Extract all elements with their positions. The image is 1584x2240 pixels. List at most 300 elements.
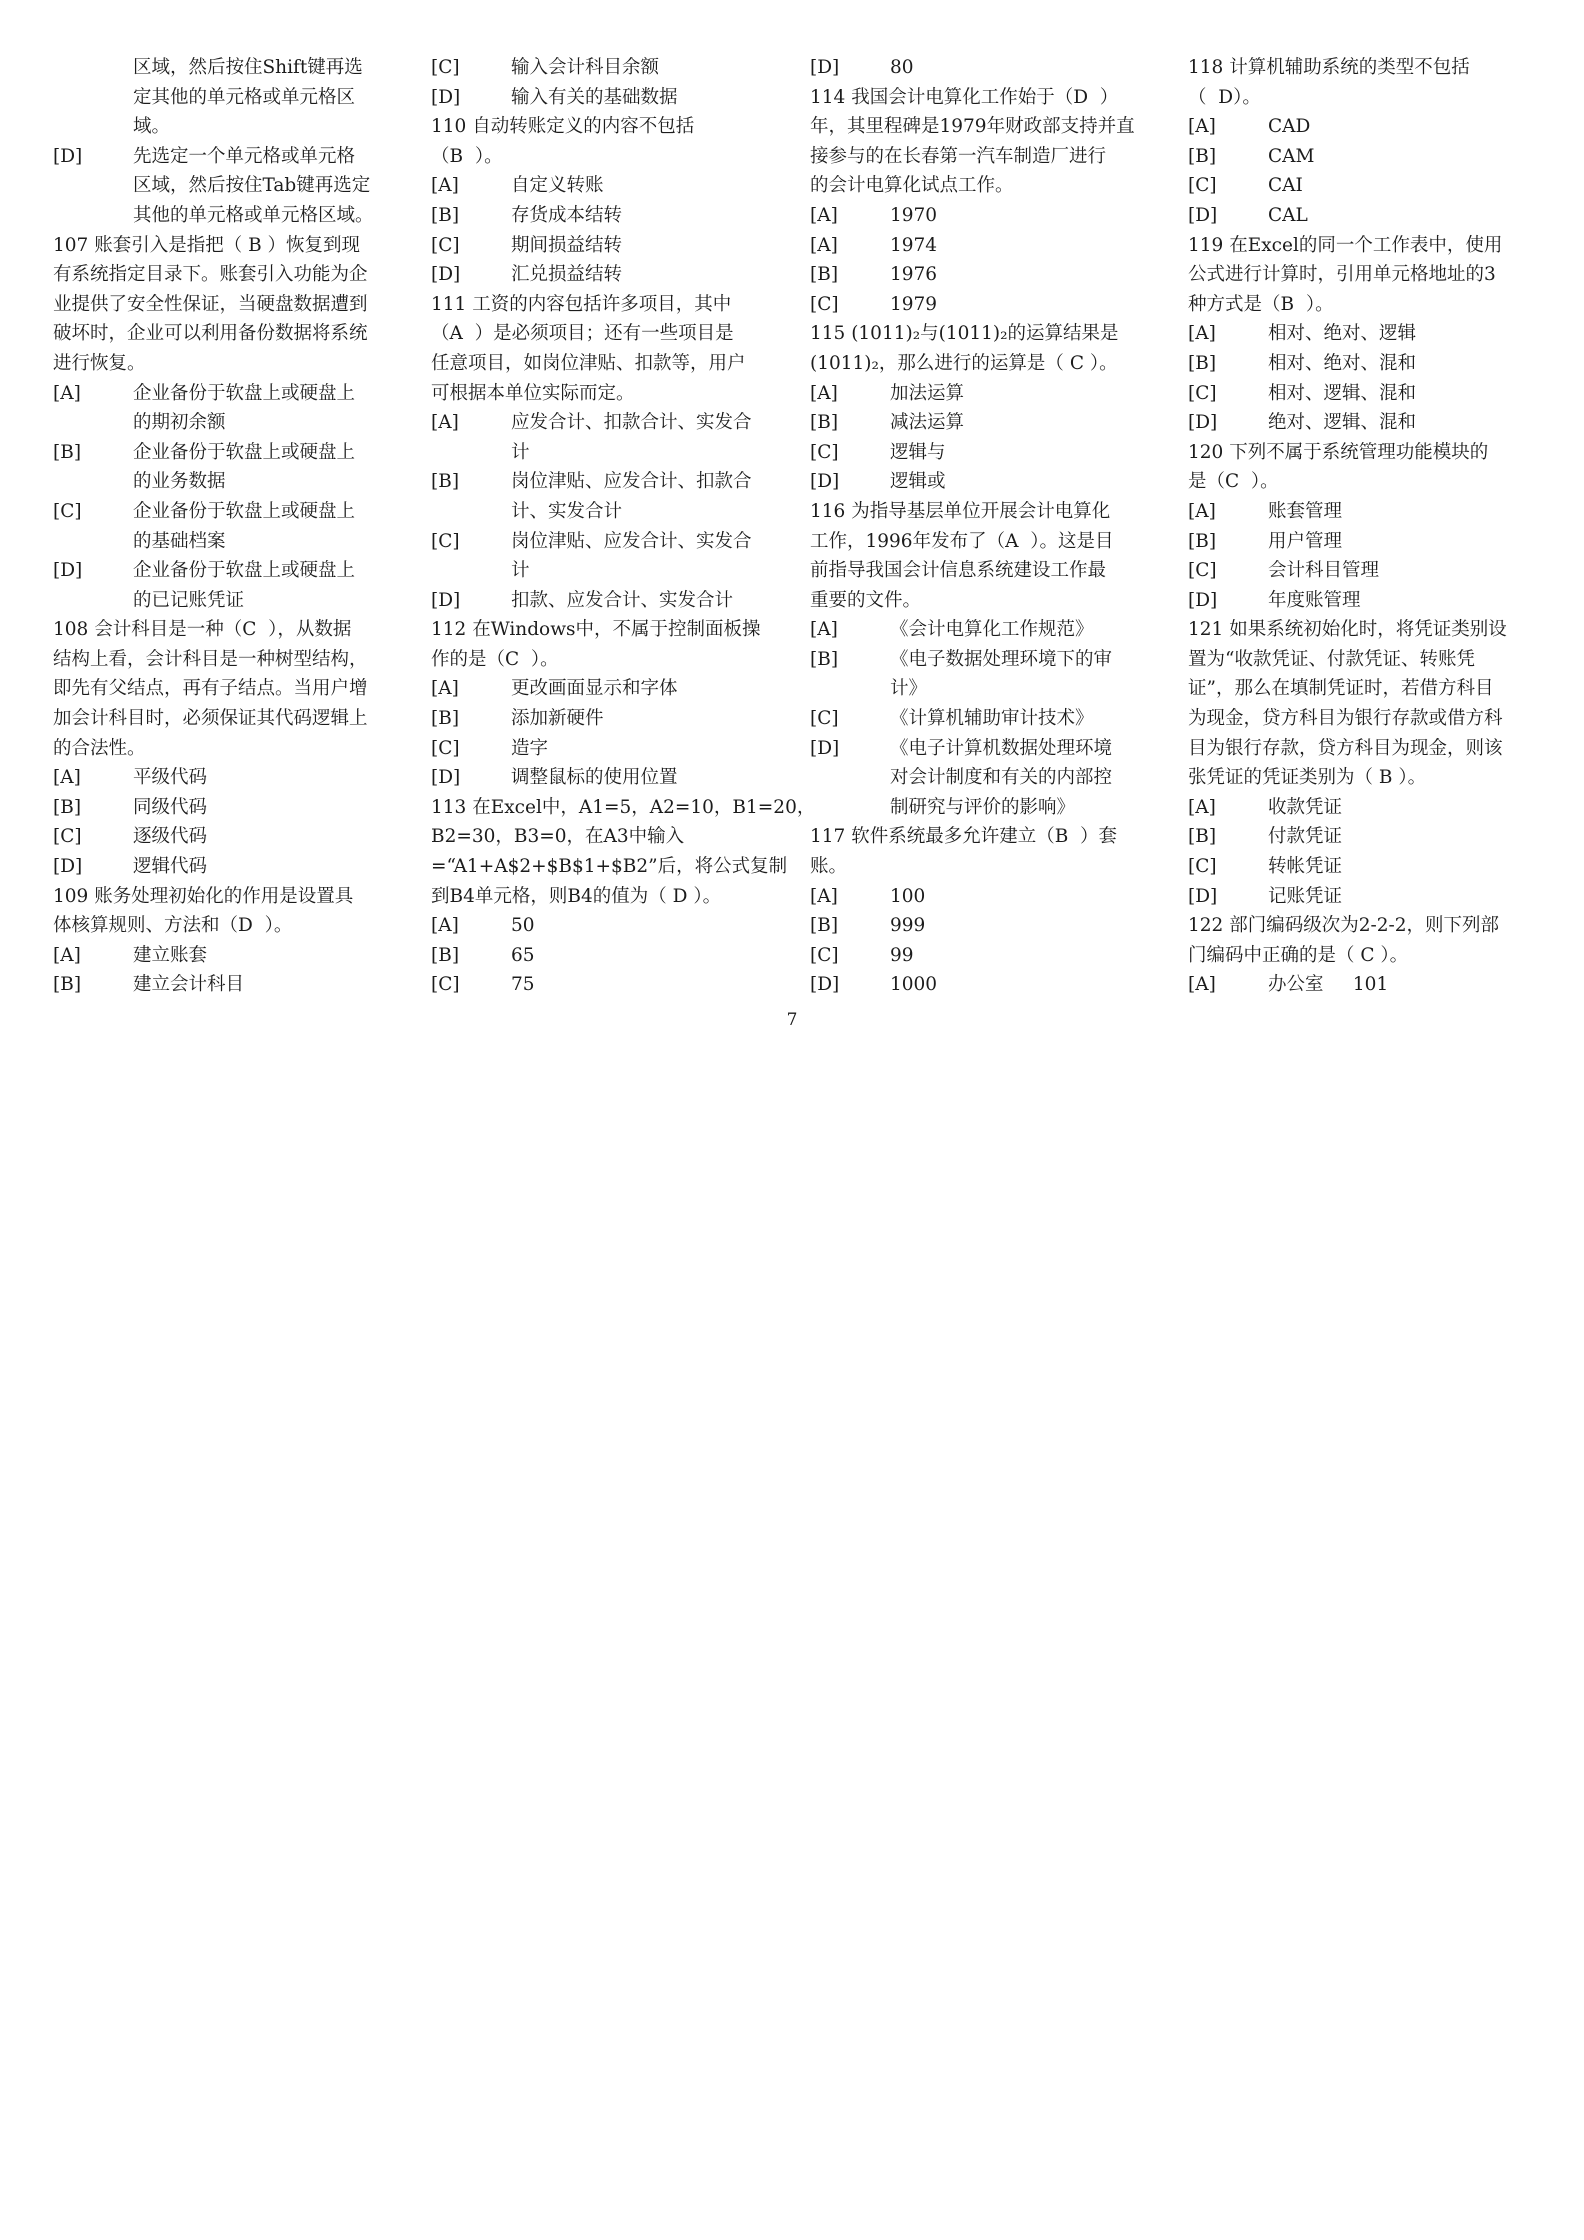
option-label: [B]: [1188, 826, 1217, 848]
answer-option: [1188, 527, 1528, 557]
option-line: 企业备份于软盘上或硬盘上: [133, 382, 356, 404]
option-line: 企业备份于软盘上或硬盘上: [133, 500, 356, 522]
option-line: 造字: [511, 737, 549, 759]
option-line: 区域，然后按住Tab键再选定: [133, 175, 371, 197]
text-column-3: [810, 53, 1150, 1000]
answer-option: [1188, 112, 1528, 142]
question-stem: [810, 319, 1150, 378]
option-text: [1268, 349, 1528, 379]
option-text: [511, 763, 771, 793]
option-text: [133, 822, 393, 852]
question-line: 113 在Excel中，A1=5，A2=10，B1=20，: [431, 796, 816, 818]
question-line: 公式进行计算时，引用单元格地址的3: [1188, 264, 1496, 286]
option-text: [1268, 852, 1528, 882]
option-text: [1268, 527, 1528, 557]
option-text: [511, 674, 771, 704]
option-line: 其他的单元格或单元格区域。: [133, 204, 374, 226]
question-line: 张凭证的凭证类别为（ B ）。: [1188, 767, 1427, 789]
option-line: 收款凭证: [1268, 796, 1343, 818]
answer-option: [1188, 408, 1528, 438]
question-line: 119 在Excel的同一个工作表中，使用: [1188, 234, 1503, 256]
question-line: 接参与的在长春第一汽车制造厂进行: [810, 145, 1107, 167]
answer-option: [53, 438, 393, 497]
option-text: [133, 852, 393, 882]
question-line: 116 为指导基层单位开展会计电算化: [810, 500, 1111, 522]
option-line: 50: [511, 915, 535, 937]
option-label: [D]: [53, 856, 83, 878]
option-label: [A]: [1188, 796, 1216, 818]
question-line: 破坏时，企业可以利用备份数据将系统: [53, 323, 368, 345]
option-line: 75: [511, 974, 535, 996]
option-line: 1970: [890, 204, 938, 226]
option-text: [890, 438, 1150, 468]
option-text: [511, 83, 771, 113]
option-text: [511, 408, 771, 467]
option-text: [1268, 586, 1528, 616]
answer-option: [431, 201, 771, 231]
question-line: 工作，1996年发布了（A ）。这是目: [810, 530, 1114, 552]
option-line: 先选定一个单元格或单元格: [133, 145, 356, 167]
option-label: [A]: [431, 412, 459, 434]
option-line: 的已记账凭证: [133, 589, 245, 611]
option-label: [B]: [810, 915, 839, 937]
answer-option: [431, 704, 771, 734]
question-line: 的会计电算化试点工作。: [810, 175, 1014, 197]
question-line: 到B4单元格，则B4的值为（ D ）。: [431, 885, 722, 907]
option-label: [A]: [1188, 500, 1216, 522]
option-label: [B]: [1188, 530, 1217, 552]
option-text: [511, 53, 771, 83]
option-label: [D]: [810, 974, 840, 996]
answer-option: [1188, 882, 1528, 912]
option-line: 制研究与评价的影响》: [890, 796, 1076, 818]
question-line: 作的是（C ）。: [431, 648, 559, 670]
question-line: 111 工资的内容包括许多项目，其中: [431, 293, 732, 315]
question-stem: [431, 112, 771, 171]
option-label: [C]: [1188, 560, 1217, 582]
option-line: 应发合计、扣款合计、实发合: [511, 412, 752, 434]
answer-option: [810, 408, 1150, 438]
question-line: 118 计算机辅助系统的类型不包括: [1188, 57, 1470, 78]
option-label: [D]: [431, 264, 461, 286]
option-text: [133, 763, 393, 793]
question-line: 115 (1011)₂与(1011)₂的运算结果是: [810, 323, 1119, 345]
answer-option: [1188, 822, 1528, 852]
answer-option: [1188, 586, 1528, 616]
question-line: =“A1+A$2+$B$1+$B2”后，将公式复制: [431, 856, 788, 878]
option-text: [890, 615, 1150, 645]
option-line: CAI: [1268, 175, 1303, 197]
option-label: [A]: [53, 944, 81, 966]
option-text: [1268, 793, 1528, 823]
option-line: 账套管理: [1268, 500, 1343, 522]
option-line: 用户管理: [1268, 530, 1343, 552]
question-line: 年，其里程碑是1979年财政部支持并直: [810, 116, 1135, 138]
option-text: [890, 290, 1150, 320]
option-label: [D]: [1188, 589, 1218, 611]
option-line: 办公室 101: [1268, 974, 1389, 996]
option-label: [C]: [810, 293, 839, 315]
text-column-1: [53, 53, 393, 1000]
option-label: [B]: [810, 412, 839, 434]
option-text: [1268, 408, 1528, 438]
option-continuation: [53, 53, 393, 142]
option-line: 加法运算: [890, 382, 965, 404]
answer-option: [810, 615, 1150, 645]
option-line: 岗位津贴、应发合计、扣款合: [511, 471, 752, 493]
option-text: [1268, 970, 1528, 1000]
answer-option: [53, 142, 393, 231]
option-line: 的期初余额: [133, 412, 226, 434]
option-line: 建立会计科目: [133, 974, 245, 996]
option-text: [133, 142, 393, 231]
answer-option: [53, 556, 393, 615]
option-label: [A]: [810, 204, 838, 226]
page-number: 7: [786, 1010, 798, 1030]
question-line: 体核算规则、方法和（D ）。: [53, 915, 293, 937]
option-label: [D]: [810, 57, 840, 78]
option-label: [D]: [810, 471, 840, 493]
option-text: [511, 970, 771, 1000]
option-line: 扣款、应发合计、实发合计: [511, 589, 734, 611]
option-line: 区域，然后按住Shift键再选: [133, 57, 363, 78]
question-line: 为现金，贷方科目为银行存款或借方科: [1188, 708, 1503, 730]
answer-option: [1188, 556, 1528, 586]
option-label: [D]: [431, 589, 461, 611]
question-line: 121 如果系统初始化时，将凭证类别设: [1188, 619, 1507, 641]
option-line: 减法运算: [890, 412, 965, 434]
answer-option: [810, 941, 1150, 971]
option-line: 输入会计科目余额: [511, 57, 660, 78]
option-label: [A]: [1188, 116, 1216, 138]
option-text: [890, 970, 1150, 1000]
answer-option: [810, 53, 1150, 83]
option-text: [890, 260, 1150, 290]
option-line: 转帐凭证: [1268, 856, 1343, 878]
option-text: [1268, 171, 1528, 201]
question-line: 置为“收款凭证、付款凭证、转账凭: [1188, 648, 1475, 670]
option-line: 企业备份于软盘上或硬盘上: [133, 560, 356, 582]
answer-option: [431, 586, 771, 616]
question-stem: [53, 882, 393, 941]
option-label: [A]: [431, 915, 459, 937]
option-label: [D]: [431, 767, 461, 789]
option-text: [890, 379, 1150, 409]
option-label: [D]: [810, 737, 840, 759]
answer-option: [53, 941, 393, 971]
answer-option: [810, 290, 1150, 320]
answer-option: [1188, 201, 1528, 231]
option-line: 付款凭证: [1268, 826, 1343, 848]
option-text: [511, 704, 771, 734]
answer-option: [431, 674, 771, 704]
option-text: [511, 171, 771, 201]
answer-option: [1188, 142, 1528, 172]
option-line: 汇兑损益结转: [511, 264, 623, 286]
answer-option: [53, 793, 393, 823]
option-line: 《电子数据处理环境下的审: [890, 648, 1113, 670]
answer-option: [431, 171, 771, 201]
question-line: 有系统指定目录下。账套引入功能为企: [53, 264, 368, 286]
answer-option: [810, 438, 1150, 468]
question-line: （ D）。: [1188, 86, 1261, 108]
option-text: [511, 586, 771, 616]
option-text: [133, 438, 393, 497]
option-line: 岗位津贴、应发合计、实发合: [511, 530, 752, 552]
answer-option: [810, 260, 1150, 290]
option-text: [890, 645, 1150, 704]
option-text: [511, 527, 771, 586]
option-line: 的基础档案: [133, 530, 226, 552]
answer-option: [431, 467, 771, 526]
option-label: [C]: [431, 737, 460, 759]
question-line: 目为银行存款，贷方科目为现金，则该: [1188, 737, 1503, 759]
answer-option: [810, 704, 1150, 734]
answer-option: [431, 231, 771, 261]
option-label: [B]: [810, 648, 839, 670]
question-stem: [1188, 615, 1528, 793]
answer-option: [53, 379, 393, 438]
option-line: 会计科目管理: [1268, 560, 1380, 582]
answer-option: [810, 467, 1150, 497]
option-line: 域。: [133, 116, 171, 138]
option-text: [1268, 319, 1528, 349]
question-line: 进行恢复。: [53, 352, 146, 374]
option-label: [B]: [431, 471, 460, 493]
answer-option: [810, 201, 1150, 231]
question-stem: [53, 615, 393, 763]
option-label: [C]: [810, 708, 839, 730]
question-stem: [1188, 438, 1528, 497]
option-line: 建立账套: [133, 944, 208, 966]
option-line: 80: [890, 57, 914, 78]
option-text: [511, 911, 771, 941]
question-line: 即先有父结点，再有子结点。当用户增: [53, 678, 368, 700]
option-line: 调整鼠标的使用位置: [511, 767, 678, 789]
option-line: 逐级代码: [133, 826, 208, 848]
option-label: [D]: [1188, 412, 1218, 434]
option-line: 计》: [890, 678, 928, 700]
option-text: [890, 231, 1150, 261]
question-line: 前指导我国会计信息系统建设工作最: [810, 560, 1107, 582]
option-text: [890, 941, 1150, 971]
option-label: [D]: [431, 86, 461, 108]
option-line: 逻辑与: [890, 441, 946, 463]
option-text: [133, 379, 393, 438]
question-line: 112 在Windows中，不属于控制面板操: [431, 619, 761, 641]
answer-option: [1188, 852, 1528, 882]
option-label: [B]: [53, 974, 82, 996]
option-line: 相对、绝对、逻辑: [1268, 323, 1417, 345]
option-label: [D]: [53, 560, 83, 582]
question-line: 业提供了安全性保证，当硬盘数据遭到: [53, 293, 368, 315]
option-label: [C]: [1188, 382, 1217, 404]
option-label: [C]: [1188, 856, 1217, 878]
option-line: 100: [890, 885, 926, 907]
answer-option: [53, 852, 393, 882]
option-line: 添加新硬件: [511, 708, 604, 730]
option-label: [C]: [53, 500, 82, 522]
question-stem: [810, 83, 1150, 201]
option-line: 平级代码: [133, 767, 208, 789]
option-label: [C]: [53, 826, 82, 848]
option-label: [C]: [431, 974, 460, 996]
option-line: 自定义转账: [511, 175, 604, 197]
question-stem: [1188, 53, 1528, 112]
answer-option: [810, 379, 1150, 409]
option-line: 存货成本结转: [511, 204, 623, 226]
question-line: 110 自动转账定义的内容不包括: [431, 116, 695, 138]
option-label: [C]: [1188, 175, 1217, 197]
option-label: [B]: [431, 944, 460, 966]
option-text: [511, 467, 771, 526]
question-stem: [431, 615, 771, 674]
answer-option: [431, 83, 771, 113]
option-line: 99: [890, 944, 914, 966]
question-line: (1011)₂，那么进行的运算是（ C ）。: [810, 352, 1118, 374]
option-label: [B]: [1188, 145, 1217, 167]
answer-option: [431, 527, 771, 586]
option-label: [B]: [53, 796, 82, 818]
option-text: [511, 260, 771, 290]
answer-option: [431, 911, 771, 941]
question-line: 108 会计科目是一种（C ），从数据: [53, 619, 352, 641]
option-text: [890, 882, 1150, 912]
option-text: [1268, 201, 1528, 231]
question-stem: [1188, 911, 1528, 970]
option-text: [133, 556, 393, 615]
option-line: 逻辑代码: [133, 856, 208, 878]
option-text: [511, 231, 771, 261]
option-label: [A]: [53, 767, 81, 789]
option-text: [1268, 497, 1528, 527]
option-line: 计: [511, 441, 530, 463]
option-text: [511, 201, 771, 231]
answer-option: [1188, 319, 1528, 349]
option-label: [D]: [1188, 204, 1218, 226]
option-text: [1268, 882, 1528, 912]
answer-option: [53, 497, 393, 556]
question-line: 账。: [810, 856, 848, 878]
answer-option: [53, 763, 393, 793]
option-text: [890, 704, 1150, 734]
option-line: 65: [511, 944, 535, 966]
question-line: 任意项目，如岗位津贴、扣款等，用户: [431, 352, 746, 374]
option-label: [D]: [53, 145, 83, 167]
answer-option: [810, 734, 1150, 823]
option-text: [890, 734, 1150, 823]
option-line: 《电子计算机数据处理环境: [890, 737, 1113, 759]
option-line: 999: [890, 915, 926, 937]
option-text: [133, 497, 393, 556]
option-text: [1268, 112, 1528, 142]
option-label: [A]: [810, 885, 838, 907]
answer-option: [810, 645, 1150, 704]
option-text: [890, 467, 1150, 497]
option-line: 《计算机辅助审计技术》: [890, 708, 1094, 730]
option-line: 期间损益结转: [511, 234, 623, 256]
question-line: 120 下列不属于系统管理功能模块的: [1188, 441, 1489, 463]
option-label: [A]: [1188, 974, 1216, 996]
option-text: [1268, 379, 1528, 409]
option-text: [511, 734, 771, 764]
answer-option: [1188, 970, 1528, 1000]
option-label: [C]: [431, 57, 460, 78]
option-text: [1268, 142, 1528, 172]
text-column-2: [431, 53, 816, 1000]
option-label: [B]: [431, 708, 460, 730]
question-stem: [53, 231, 393, 379]
option-label: [A]: [810, 382, 838, 404]
answer-option: [431, 763, 771, 793]
option-label: [A]: [431, 678, 459, 700]
option-text: [1268, 822, 1528, 852]
answer-option: [1188, 349, 1528, 379]
option-text: [1268, 556, 1528, 586]
option-label: [C]: [431, 234, 460, 256]
question-line: 是（C ）。: [1188, 471, 1279, 493]
option-text: [890, 911, 1150, 941]
answer-option: [53, 822, 393, 852]
option-line: 逻辑或: [890, 471, 946, 493]
question-line: 重要的文件。: [810, 589, 922, 611]
answer-option: [53, 970, 393, 1000]
answer-option: [1188, 171, 1528, 201]
question-line: 122 部门编码级次为2-2-2，则下列部: [1188, 915, 1500, 937]
question-line: 证”，那么在填制凭证时，若借方科目: [1188, 678, 1494, 700]
answer-option: [431, 970, 771, 1000]
question-line: 可根据本单位实际而定。: [431, 382, 635, 404]
option-label: [D]: [1188, 885, 1218, 907]
option-label: [B]: [1188, 352, 1217, 374]
question-stem: [1188, 231, 1528, 320]
option-line: 的业务数据: [133, 471, 226, 493]
option-label: [A]: [1188, 323, 1216, 345]
question-line: 种方式是（B ）。: [1188, 293, 1334, 315]
option-label: [A]: [53, 382, 81, 404]
answer-option: [431, 408, 771, 467]
answer-option: [431, 53, 771, 83]
option-text: [133, 941, 393, 971]
question-line: 门编码中正确的是（ C ）。: [1188, 944, 1409, 966]
option-line: 计: [511, 560, 530, 582]
option-label: [A]: [431, 175, 459, 197]
option-text: [890, 408, 1150, 438]
question-line: B2=30，B3=0，在A3中输入: [431, 826, 685, 848]
option-line: 1974: [890, 234, 938, 256]
option-label: [C]: [431, 530, 460, 552]
question-stem: [810, 497, 1150, 615]
question-line: （B ）。: [431, 145, 503, 167]
option-line: 1979: [890, 293, 938, 315]
answer-option: [1188, 793, 1528, 823]
answer-option: [431, 941, 771, 971]
option-text: [133, 970, 393, 1000]
option-text: [890, 53, 1150, 83]
question-stem: [431, 290, 771, 408]
option-label: [C]: [810, 441, 839, 463]
text-column-4: [1188, 53, 1528, 1000]
option-line: CAM: [1268, 145, 1315, 167]
option-line: 相对、绝对、混和: [1268, 352, 1417, 374]
option-line: 相对、逻辑、混和: [1268, 382, 1417, 404]
question-line: 107 账套引入是指把（ B ）恢复到现: [53, 234, 361, 256]
question-line: 结构上看，会计科目是一种树型结构，: [53, 648, 368, 670]
option-line: 《会计电算化工作规范》: [890, 619, 1094, 641]
answer-option: [1188, 497, 1528, 527]
option-line: CAL: [1268, 204, 1308, 226]
option-line: 年度账管理: [1268, 589, 1361, 611]
